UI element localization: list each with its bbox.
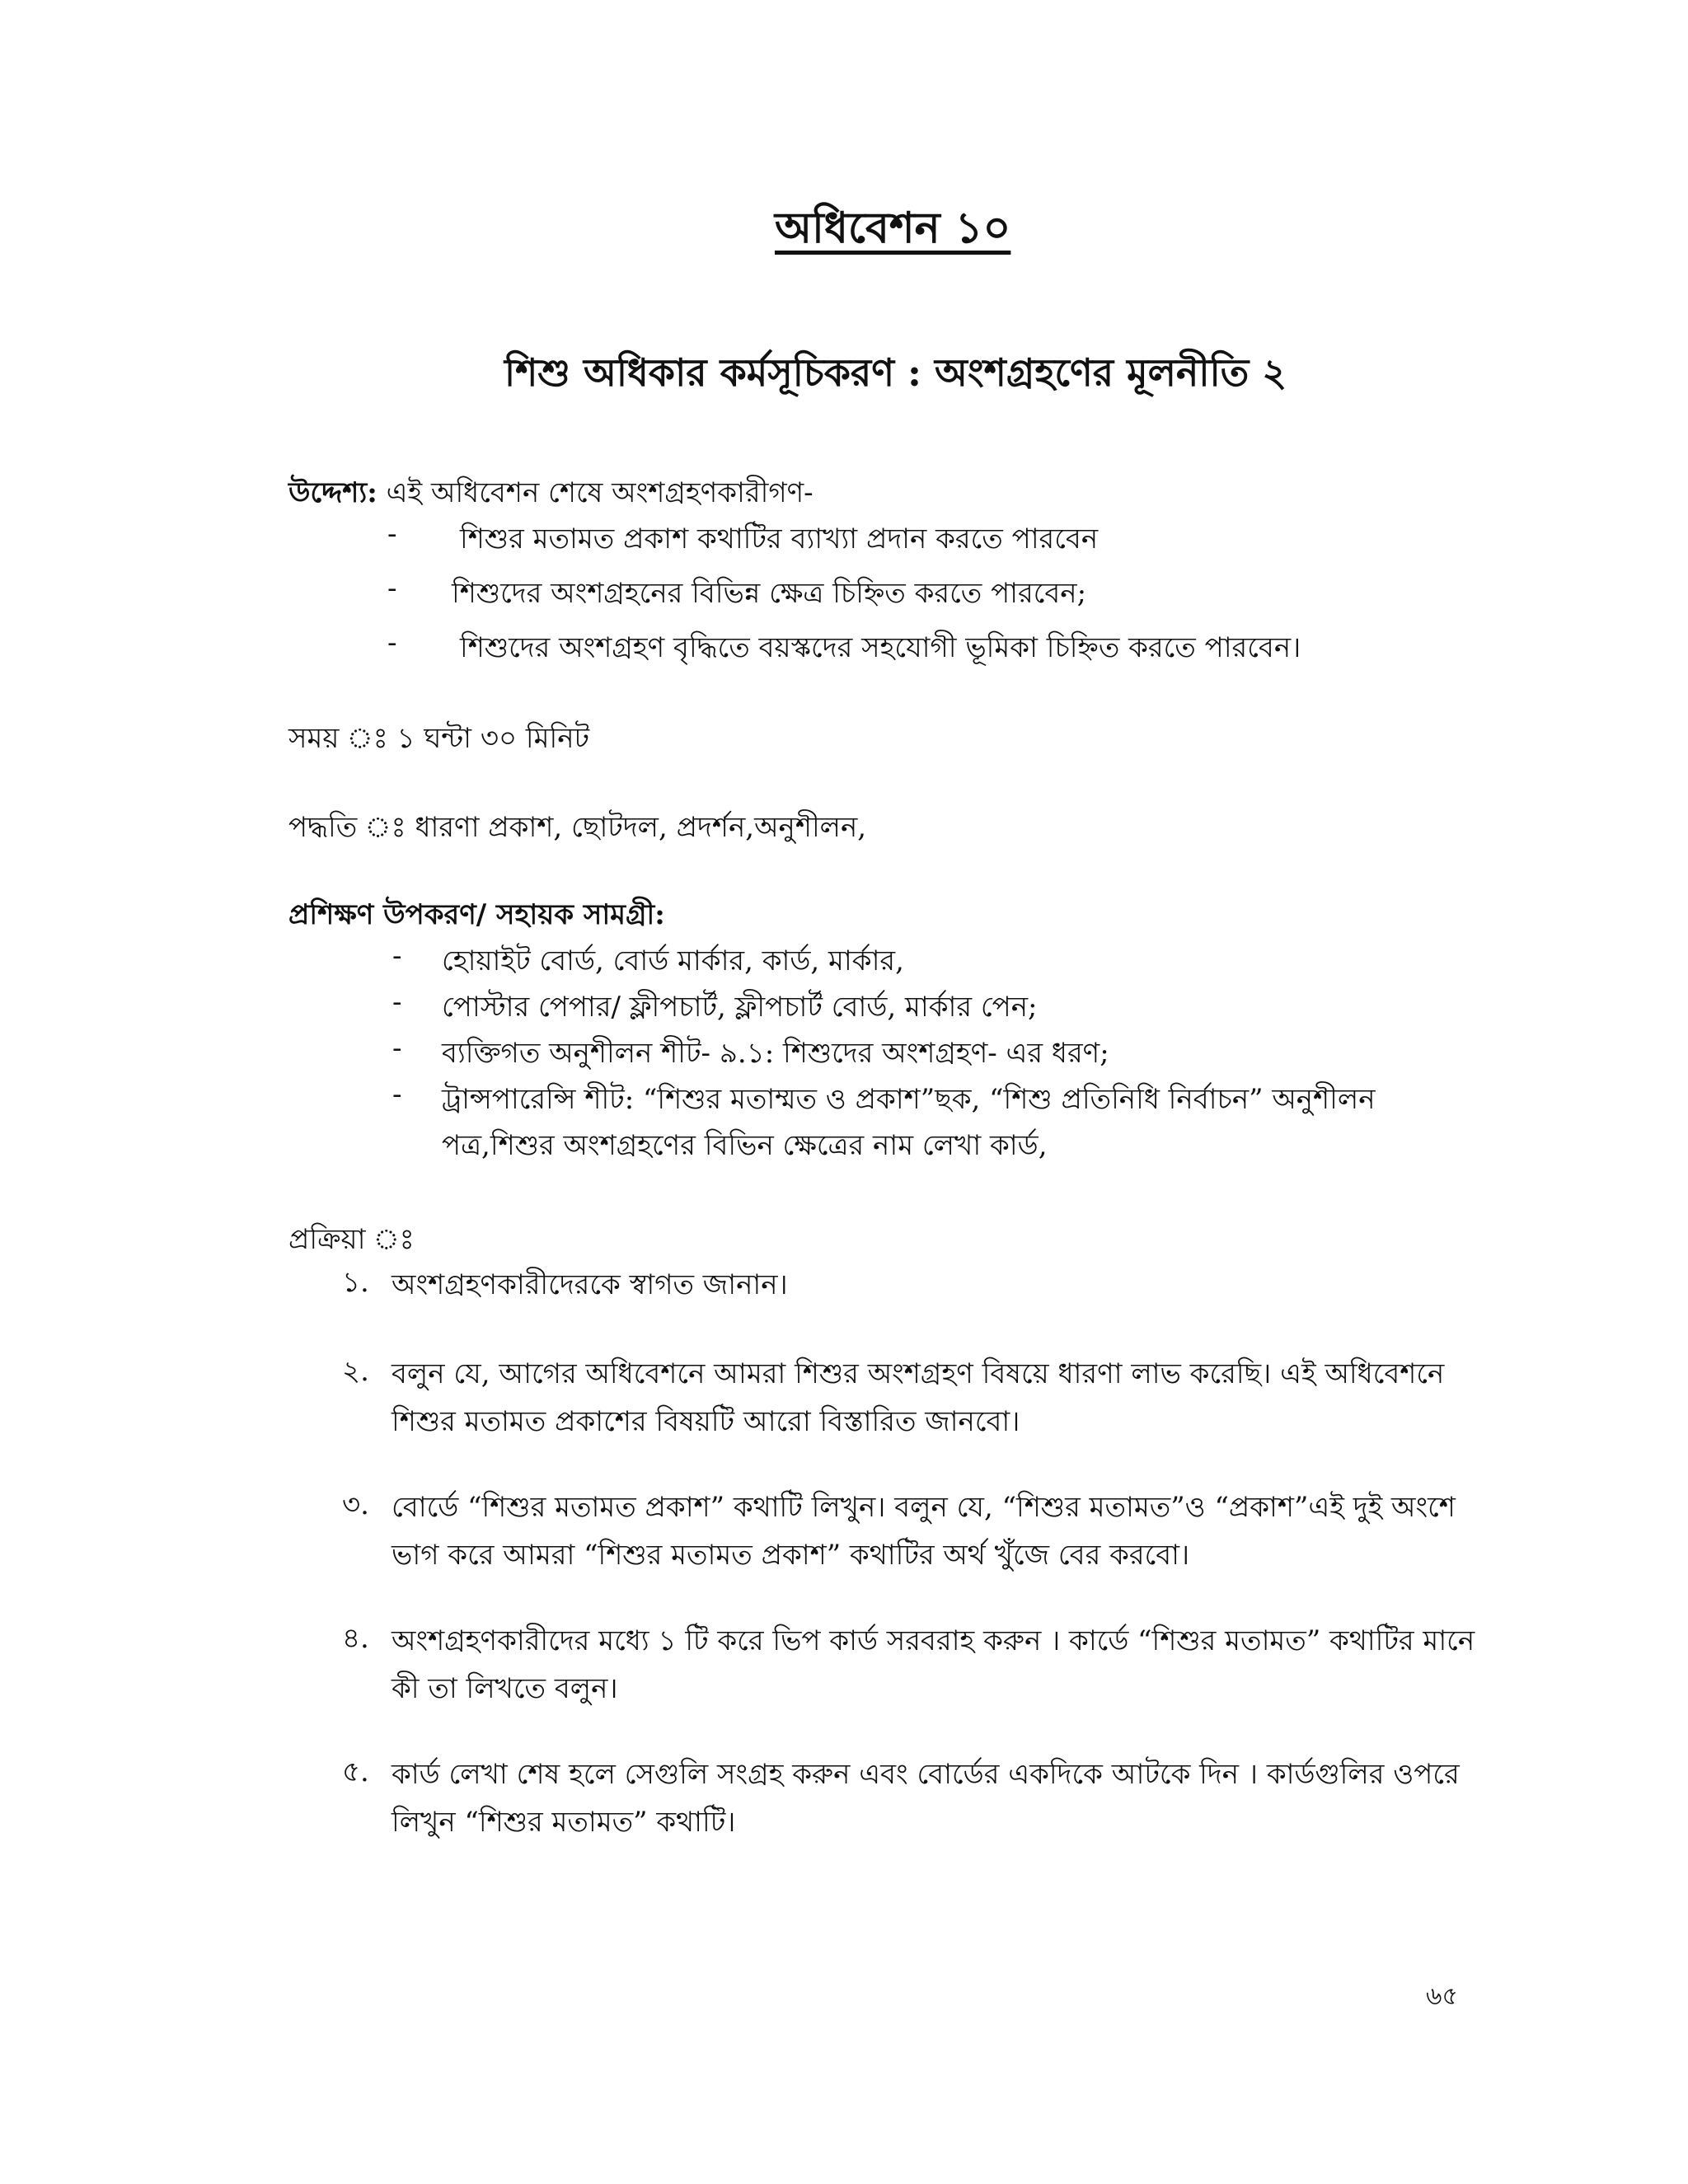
page-number: ৬৫	[1426, 1982, 1458, 2011]
materials-item-text: পত্র,শিশুর অংশগ্রহণের বিভিন ক্ষেত্রের নাম লেখা কার্ড,	[442, 1129, 1048, 1162]
dash-marker: -	[392, 986, 402, 1019]
step-text: অংশগ্রহণকারীদের মধ্যে ১ টি করে ভিপ কার্ড সরবরাহ করুন । কার্ডে “শিশুর মতামত” কথাটির মানে কী তা লিখতে বলুন।	[392, 1624, 1475, 1705]
step-number: ৩.	[342, 1488, 369, 1521]
step-text: কার্ড লেখা শেষ হলে সেগুলি সংগ্রহ করুন এবং বোর্ডের একদিকে আটকে দিন । কার্ডগুলির ওপরে লিখুন “শিশুর মতামত” কথাটি।	[392, 1758, 1460, 1839]
step-number: ২.	[342, 1355, 369, 1388]
dash-marker: -	[387, 518, 397, 551]
dash-marker: -	[392, 940, 402, 972]
materials-heading: প্রশিক্ষণ উপকরণ/ সহায়ক সামগ্রী:	[288, 898, 665, 931]
time-line: সময় ঃ ১ ঘন্টা ৩০ মিনিট	[288, 722, 590, 755]
step-number: ১.	[342, 1266, 369, 1299]
objective-item-text: শিশুদের অংশগ্রহণ বৃদ্ধিতে বয়স্কদের সহযোগী ভূমিকা চিহ্নিত করতে পারবেন।	[460, 631, 1301, 664]
step-text: বোর্ডে “শিশুর মতামত প্রকাশ” কথাটি লিখুন। বলুন যে, “শিশুর মতামত”ও “প্রকাশ”এই দুই অংশে ভাগ করে আমরা “শিশুর মতামত প্রকাশ” কথাটির অর্থ খুঁজে বের করবো।	[392, 1491, 1456, 1572]
step-number: ৪.	[342, 1622, 369, 1655]
dash-marker: -	[392, 1078, 402, 1111]
session-subtitle: শিশু অধিকার কর্মসূচিকরণ : অংশগ্রহণের মূলনীতি ২	[504, 350, 1287, 395]
dash-marker: -	[387, 572, 397, 605]
objective-label: উদ্দেশ্য:	[288, 476, 377, 509]
materials-item-text: ট্রান্সপারেন্সি শীট: “শিশুর মতাম্মত ও প্রকাশ”ছক, “শিশু প্রতিনিধি নির্বাচন” অনুশীলন	[442, 1083, 1376, 1116]
materials-item-text: পোস্টার পেপার/ ফ্লীপচার্ট, ফ্লীপচার্ট বোর্ড, মার্কার পেন;	[442, 991, 1038, 1024]
method-line: পদ্ধতি ঃ ধারণা প্রকাশ, ছোটদল, প্রদর্শন,অনুশীলন,	[288, 811, 867, 844]
step-text: অংশগ্রহণকারীদেরকে স্বাগত জানান।	[392, 1268, 788, 1301]
session-title: অধিবেশন ১০	[775, 203, 1011, 253]
procedure-heading: প্রক্রিয়া ঃ	[288, 1223, 415, 1256]
step-number: ৫.	[342, 1755, 369, 1788]
objective-item-text: শিশুদের অংশগ্রহনের বিভিন্ন ক্ষেত্র চিহ্নিত করতে পারবেন;	[452, 577, 1087, 610]
dash-marker: -	[387, 626, 397, 659]
step-text: বলুন যে, আগের অধিবেশনে আমরা শিশুর অংশগ্রহণ বিষয়ে ধারণা লাভ করেছি। এই অধিবেশনে শিশুর মতামত প্রকাশের বিষয়টি আরো বিস্তারিত জানবো।	[392, 1357, 1445, 1438]
objective-intro: এই অধিবেশন শেষে অংশগ্রহণকারীগণ-	[377, 476, 814, 509]
objective-item-text: শিশুর মতামত প্রকাশ কথাটির ব্যাখ্যা প্রদান করতে পারবেন	[460, 523, 1099, 555]
objective-heading	[288, 471, 814, 518]
dash-marker: -	[392, 1032, 402, 1065]
materials-item-text: হোয়াইট বোর্ড, বোর্ড মার্কার, কার্ড, মার্কার,	[442, 944, 904, 977]
materials-item-text: ব্যক্তিগত অনুশীলন শীট- ৯.১: শিশুদের অংশগ্রহণ- এর ধরণ;	[442, 1037, 1109, 1070]
